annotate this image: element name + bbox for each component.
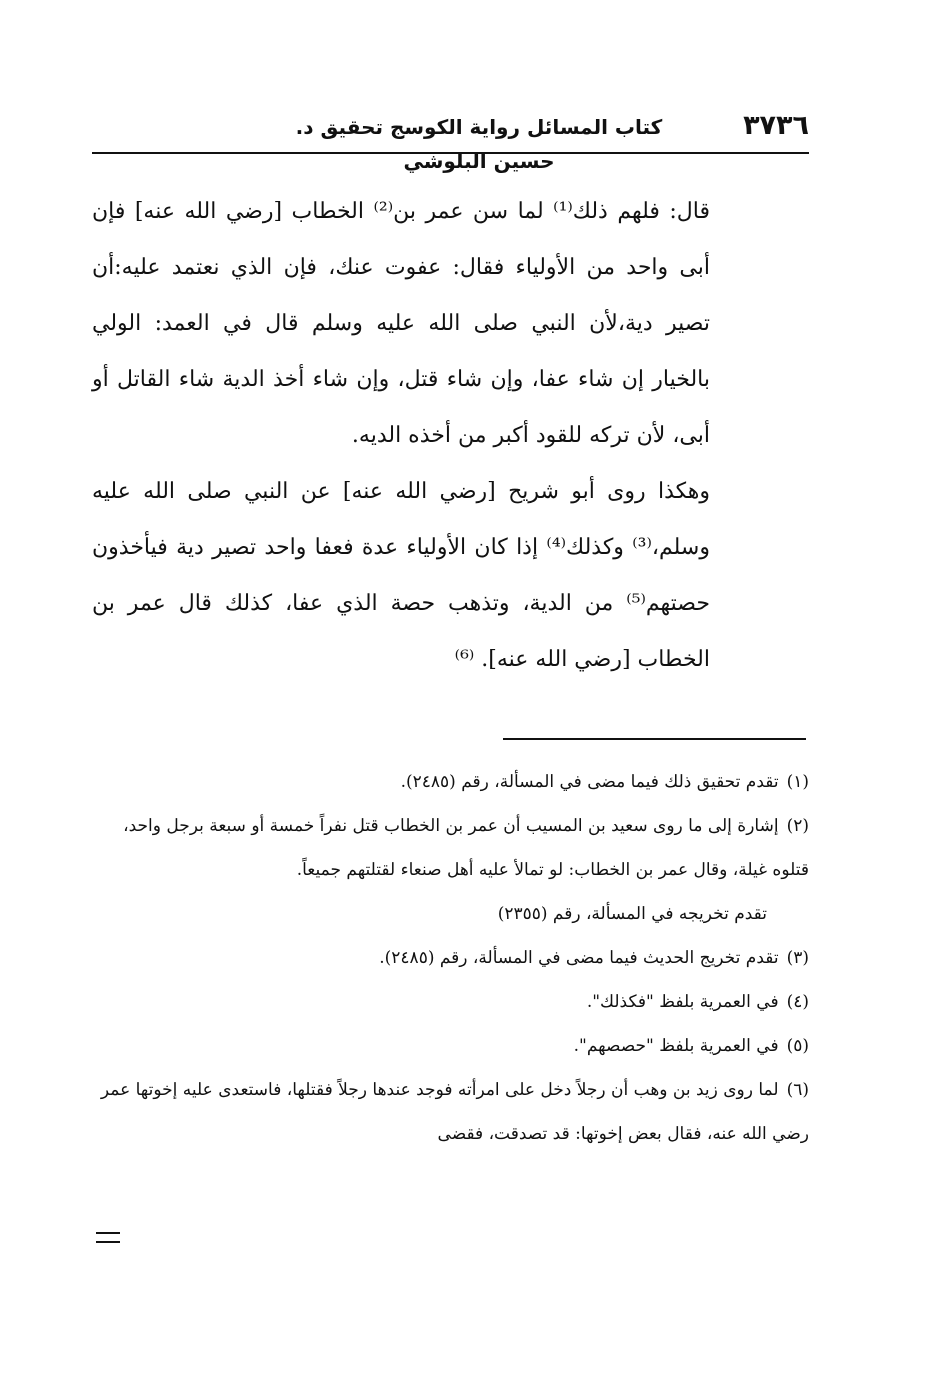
footnote-number: (٦)	[786, 1080, 809, 1100]
footnote-3	[92, 936, 809, 980]
footnote-number: (٢)	[786, 816, 809, 836]
footnote-text: في العمرية بلفظ "فكذلك".	[586, 992, 779, 1012]
footnote-number: (١)	[786, 772, 809, 792]
footnote-6	[92, 1068, 809, 1156]
footnote-2-continuation: تقدم تخريجه في المسألة، رقم (٢٣٥٥)	[497, 904, 767, 924]
running-title: كتاب المسائل رواية الكوسج تحقيق د. حسين البلوشي	[295, 115, 663, 173]
continuation-mark	[96, 1232, 120, 1243]
footnote-1	[92, 760, 809, 804]
footnote-text: في العمرية بلفظ "حصصهم".	[573, 1036, 779, 1056]
footnote-2	[92, 804, 809, 892]
footnotes	[92, 760, 809, 1156]
page-number: ٣٧٣٦	[743, 110, 809, 141]
paragraph: قال: فلهم ذلك⁽¹⁾ لما سن عمر بن⁽²⁾ الخطاب [رضي الله عنه] فإن أبى واحد من الأولياء فقال: عفوت عنك، فإن الذي نعتمد عليه:أن تصير دية،لأن النبي صلى الله عليه وسلم قال في العمد: الولي بالخيار إن شاء عفا، وإن شاء قتل، وإن شاء أخذ الدية شاء القاتل أو أبى، لأن تركه للقود أكبر من أخذه الديه.	[92, 199, 710, 448]
footnote-text: إشارة إلى ما روى سعيد بن المسيب أن عمر بن الخطاب قتل نفراً خمسة أو سبعة برجل واحد، قتلوه غيلة، وقال عمر بن الخطاب: لو تمالأ عليه أهل صنعاء لقتلتهم جميعاً.	[123, 816, 809, 880]
footnote-number: (٤)	[786, 992, 809, 1012]
paragraph: وهكذا روى أبو شريح [رضي الله عنه] عن النبي صلى الله عليه وسلم،⁽³⁾ وكذلك⁽⁴⁾ إذا كان الأولياء عدة فعفا واحد تصير دية فيأخذون حصتهم⁽⁵⁾ من الدية، وتذهب حصة الذي عفا، كذلك قال عمر بن الخطاب [رضي الله عنه]. ⁽⁶⁾	[92, 479, 710, 672]
footnote-separator	[503, 738, 806, 740]
footnote-4	[92, 980, 809, 1024]
header-rule	[92, 152, 809, 154]
main-text	[92, 184, 710, 688]
footnote-5	[92, 1024, 809, 1068]
footnote-number: (٥)	[786, 1036, 809, 1056]
footnote-text: لما روى زيد بن وهب أن رجلاً دخل على امرأته فوجد عندها رجلاً فقتلها، فاستعدى عليه إخوتها عمر رضي الله عنه، فقال بعض إخوتها: قد تصدقت، فقضى	[100, 1080, 809, 1144]
footnote-text: تقدم تحقيق ذلك فيما مضى في المسألة، رقم (٢٤٨٥).	[400, 772, 779, 792]
footnote-text: تقدم تخريج الحديث فيما مضى في المسألة، رقم (٢٤٨٥).	[379, 948, 779, 968]
footnote-number: (٣)	[786, 948, 809, 968]
